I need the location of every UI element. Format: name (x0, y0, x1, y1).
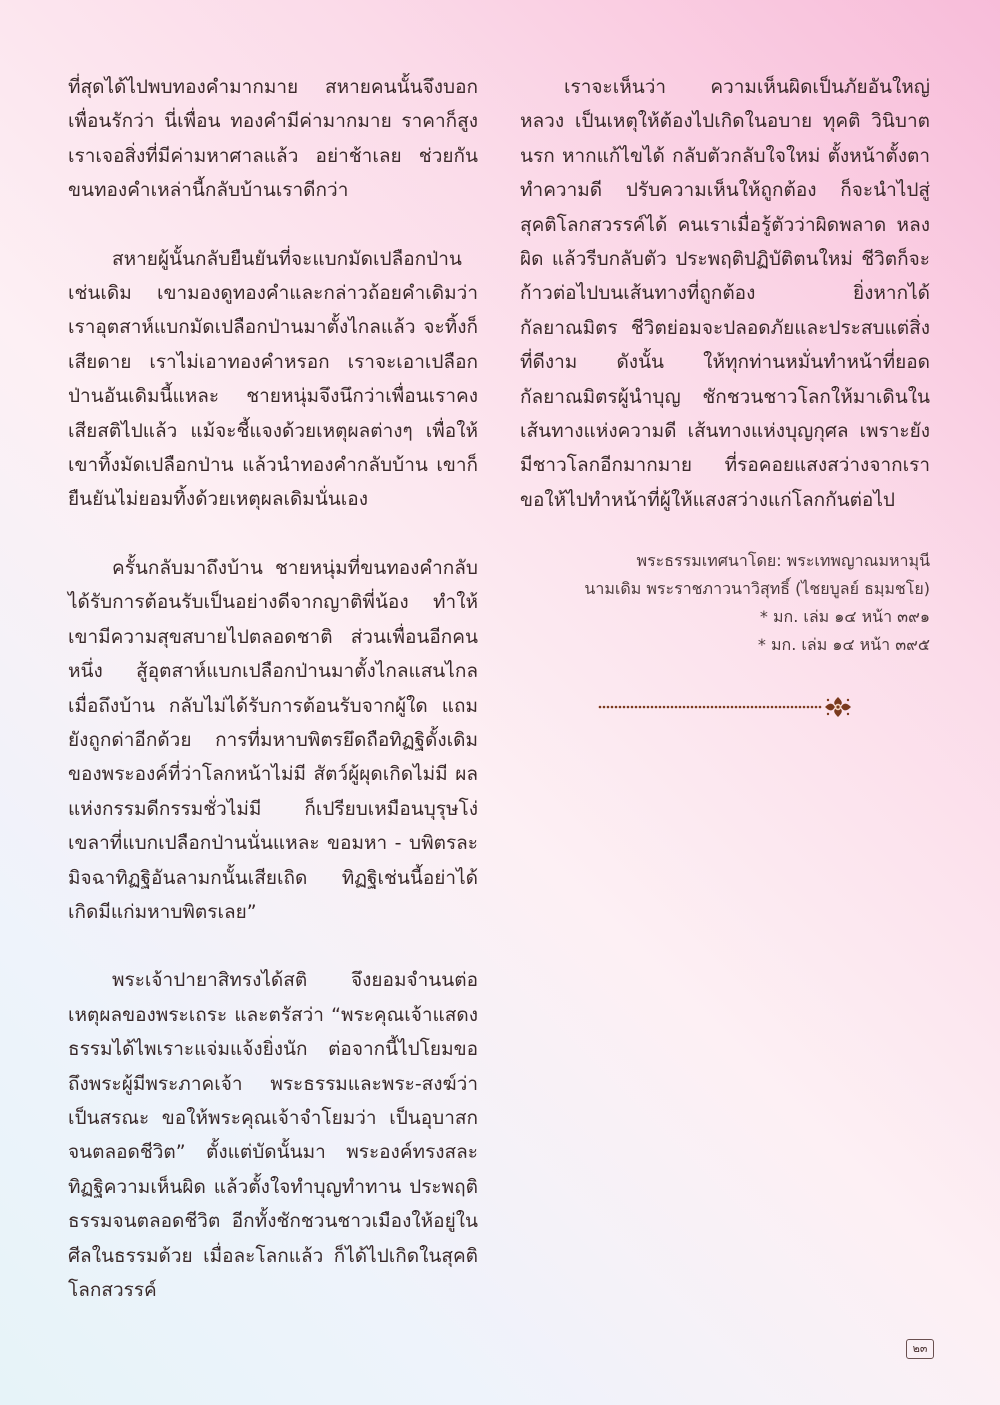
page-number: ๒๓ (906, 1339, 934, 1359)
left-column (68, 70, 478, 1341)
sermon-credit (520, 547, 930, 659)
thai-floral-divider-icon (598, 692, 854, 722)
left-paragraph-2: สหายผู้นั้นกลับยืนยันที่จะแบกมัดเปลือกป่านเช่นเดิม เขามองดูทองคำและกล่าวถ้อยคำเดิมว่า เราอุตสาห์แบกมัดเปลือกป่านมาตั้งไกลแล้ว จะทิ้งก็เสียดาย เราไม่เอาทองคำหรอก เราจะเอาเปลือกป่านอันเดิมนี้แหละ ชายหนุ่มจึงนึกว่าเพื่อนเราคงเสียสติไปแล้ว แม้จะชี้แจงด้วยเหตุผลต่างๆ เพื่อให้เขาทิ้งมัดเปลือกป่าน แล้วนำทองคำกลับบ้าน เขาก็ยืนยันไม่ยอมทิ้งด้วยเหตุผลเดิมนั่นเอง (68, 247, 478, 511)
right-column (520, 70, 930, 551)
credit-reference-2: * มก. เล่ม ๑๔ หน้า ๓๙๕ (757, 635, 930, 654)
credit-former-name: นามเดิม พระราชภาวนาวิสุทธิ์ (ไชยบูลย์ ธมฺมชโย) (584, 579, 930, 598)
credit-reference-1: * มก. เล่ม ๑๔ หน้า ๓๙๑ (759, 607, 930, 626)
left-paragraph-4: พระเจ้าปายาสิทรงได้สติ จึงยอมจำนนต่อเหตุผลของพระเถระ และตรัสว่า “พระคุณเจ้าแสดงธรรมได้ไพเราะแจ่มแจ้งยิ่งนัก ต่อจากนี้ไปโยมขอถึงพระผู้มีพระภาคเจ้า พระธรรมและพระ-สงฆ์ว่าเป็นสรณะ ขอให้พระคุณเจ้าจำโยมว่า เป็นอุบาสกจนตลอดชีวิต” ตั้งแต่บัดนั้นมา พระองค์ทรงสละทิฏฐิความเห็นผิด แล้วตั้งใจทำบุญทำทาน ประพฤติธรรมจนตลอดชีวิต อีกทั้งชักชวนชาวเมืองให้อยู่ในศีลในธรรมด้วย เมื่อละโลกแล้ว ก็ได้ไปเกิดในสุคติโลกสวรรค์ (68, 969, 478, 1301)
right-paragraph-1: เราจะเห็นว่า ความเห็นผิดเป็นภัยอันใหญ่หลวง เป็นเหตุให้ต้องไปเกิดในอบาย ทุคติ วินิบาต นรก หากแก้ไขได้ กลับตัวกลับใจใหม่ ตั้งหน้าตั้งตาทำความดี ปรับความเห็นให้ถูกต้อง ก็จะนำไปสู่สุคติโลกสวรรค์ได้ คนเราเมื่อรู้ตัวว่าผิดพลาด หลงผิด แล้วรีบกลับตัว ประพฤติปฏิบัติตนใหม่ ชีวิตก็จะก้าวต่อไปบนเส้นทางที่ถูกต้อง ยิ่งหากได้กัลยาณมิตร ชีวิตย่อมจะปลอดภัยและประสบแต่สิ่งที่ดีงาม ดังนั้น ให้ทุกท่านหมั่นทำหน้าที่ยอดกัลยาณมิตรผู้นำบุญ ชักชวนชาวโลกให้มาเดินในเส้นทางแห่งความดี เส้นทางแห่งบุญกุศล เพราะยังมีชาวโลกอีกมากมาย ที่รอคอยแสงสว่างจากเรา ขอให้ไปทำหน้าที่ผู้ให้แสงสว่างแก่โลกกันต่อไป (520, 76, 930, 511)
left-paragraph-3: ครั้นกลับมาถึงบ้าน ชายหนุ่มที่ขนทองคำกลับ ได้รับการต้อนรับเป็นอย่างดีจากญาติพี่น้อง ทำให้เขามีความสุขสบายไปตลอดชาติ ส่วนเพื่อนอีกคนหนึ่ง สู้อุตสาห์แบกเปลือกป่านมาตั้งไกลแสนไกล เมื่อถึงบ้าน กลับไม่ได้รับการต้อนรับจากผู้ใด แถมยังถูกด่าอีกด้วย การที่มหาบพิตรยึดถือทิฏฐิดั้งเดิมของพระองค์ที่ว่าโลกหน้าไม่มี สัตว์ผู้ผุดเกิดไม่มี ผลแห่งกรรมดีกรรมชั่วไม่มี ก็เปรียบเหมือนบุรุษโง่เขลาที่แบกเปลือกป่านนั่นแหละ ขอมหา - บพิตรละมิจฉาทิฏฐิอันลามกนั้นเสียเถิด ทิฏฐิเช่นนี้อย่าได้เกิดมีแก่มหาบพิตรเลย” (68, 556, 478, 923)
credit-preacher: พระธรรมเทศนาโดย: พระเทพญาณมหามุนี (636, 551, 930, 570)
left-paragraph-1: ที่สุดได้ไปพบทองคำมากมาย สหายคนนั้นจึงบอกเพื่อนรักว่า นี่เพื่อน ทองคำมีค่ามากมาย ราคาก็สูง เราเจอสิ่งที่มีค่ามหาศาลแล้ว อย่าช้าเลย ช่วยกันขนทองคำเหล่านี้กลับบ้านเราดีกว่า (68, 76, 478, 202)
